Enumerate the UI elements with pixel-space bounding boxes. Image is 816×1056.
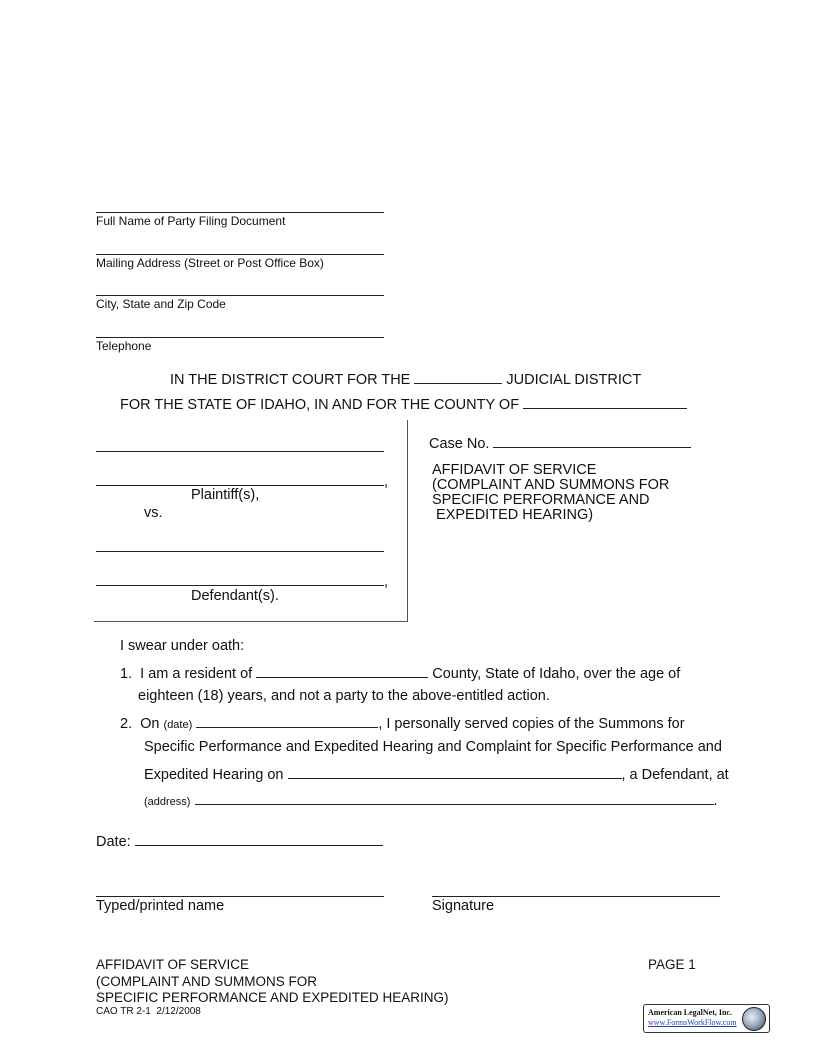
caption-title-line-3: SPECIFIC PERFORMANCE AND [432, 492, 650, 508]
caption-divider-vertical [407, 420, 408, 621]
city-state-zip-line[interactable] [96, 295, 384, 296]
item-2-on: On [140, 716, 160, 732]
american-legalnet-logo [643, 1004, 770, 1033]
item-2-line-3 [144, 764, 729, 783]
mailing-address-line[interactable] [96, 254, 384, 255]
page-number: PAGE 1 [648, 957, 696, 972]
typed-name-label: Typed/printed name [96, 898, 225, 914]
footer-title-line-3: SPECIFIC PERFORMANCE AND EXPEDITED HEARING) [96, 990, 449, 1005]
signature-label: Signature [432, 898, 495, 914]
item-2-text-d: , a Defendant, at [621, 767, 729, 783]
court-heading-line2 [120, 394, 687, 413]
caption-divider-horizontal [94, 621, 408, 622]
county-label: FOR THE STATE OF IDAHO, IN AND FOR THE COUNTY OF [120, 397, 520, 413]
oath-statement: I swear under oath: [120, 638, 245, 654]
item-1-text-b: County, State of Idaho, over the age of [432, 666, 681, 682]
case-no-label: Case No. [429, 436, 490, 452]
defendant-comma: , [384, 574, 389, 590]
address-hint: (address) [144, 796, 191, 808]
defendant-line-2[interactable] [96, 585, 384, 586]
plaintiff-line-1[interactable] [96, 451, 384, 452]
date-row [96, 831, 383, 850]
resident-county-field[interactable] [256, 663, 428, 678]
item-2-line-2: Specific Performance and Expedited Hearing and Complaint for Specific Performance and [144, 739, 722, 755]
vs-label: vs. [144, 505, 163, 521]
plaintiff-line-2[interactable] [96, 485, 384, 486]
item-2-text-a: , I personally served copies of the Summons for [378, 716, 685, 732]
logo-company: American LegalNet, Inc. [648, 1008, 732, 1017]
defendant-line-1[interactable] [96, 551, 384, 552]
plaintiff-comma: , [384, 474, 389, 490]
signature-line[interactable] [432, 896, 720, 897]
caption-title [432, 463, 669, 523]
globe-icon [742, 1007, 766, 1031]
footer-title [96, 957, 449, 1007]
full-name-label: Full Name of Party Filing Document [96, 214, 286, 228]
judicial-district-field[interactable] [414, 369, 502, 384]
case-no-field[interactable] [493, 433, 691, 448]
county-field[interactable] [523, 394, 687, 409]
item-1-line-1 [120, 663, 680, 682]
footer-title-line-1: AFFIDAVIT OF SERVICE [96, 957, 250, 972]
service-date-field[interactable] [196, 713, 378, 728]
item-1-number: 1. [120, 666, 133, 682]
defendant-served-field[interactable] [288, 764, 622, 779]
typed-name-line[interactable] [96, 896, 384, 897]
court-heading-post: JUDICIAL DISTRICT [506, 372, 642, 388]
caption-title-line-1: AFFIDAVIT OF SERVICE [432, 462, 597, 478]
mailing-address-label: Mailing Address (Street or Post Office Box) [96, 256, 324, 270]
full-name-line[interactable] [96, 212, 384, 213]
caption-title-line-2: (COMPLAINT AND SUMMONS FOR [432, 477, 670, 493]
city-state-zip-label: City, State and Zip Code [96, 297, 226, 311]
item-2-line-4 [144, 790, 718, 809]
date-field[interactable] [135, 831, 383, 846]
court-heading-line1 [170, 369, 641, 388]
date-hint: (date) [163, 719, 193, 731]
case-number [429, 433, 691, 452]
court-heading-pre: IN THE DISTRICT COURT FOR THE [170, 372, 411, 388]
footer-title-line-2: (COMPLAINT AND SUMMONS FOR [96, 973, 318, 989]
item-1-text-a: I am a resident of [140, 666, 253, 682]
defendants-label: Defendant(s). [191, 588, 279, 604]
form-code: CAO TR 2-1 2/12/2008 [96, 1006, 201, 1017]
telephone-line[interactable] [96, 337, 384, 338]
item-1-line-2: eighteen (18) years, and not a party to the above-entitled action. [138, 688, 550, 704]
caption-title-line-4: EXPEDITED HEARING) [432, 507, 594, 523]
address-period: . [713, 793, 718, 809]
telephone-label: Telephone [96, 339, 152, 353]
item-2-line-1 [120, 713, 685, 732]
date-label: Date: [96, 834, 131, 850]
plaintiffs-label: Plaintiff(s), [191, 487, 260, 503]
service-address-field[interactable] [195, 790, 714, 805]
item-2-text-c: Expedited Hearing on [144, 767, 284, 783]
item-2-number: 2. [120, 716, 133, 732]
logo-url[interactable]: www.FormsWorkFlow.com [648, 1018, 737, 1027]
